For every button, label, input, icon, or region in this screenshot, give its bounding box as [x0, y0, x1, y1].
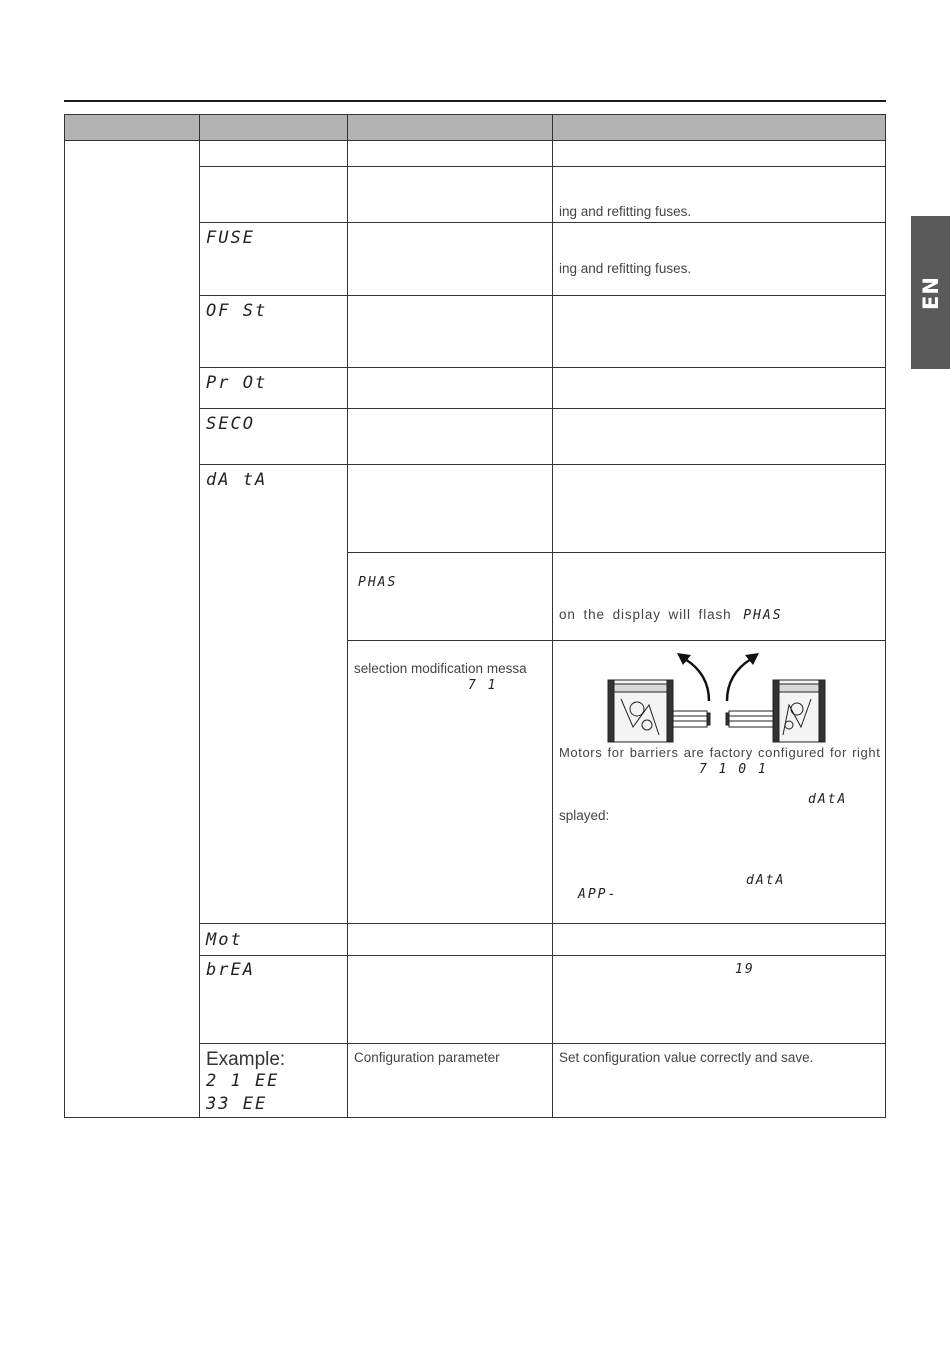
fuse-description: ing and refitting fuses. [559, 261, 692, 276]
table-row-example-solution [552, 1043, 886, 1118]
table-row-brea-solution [552, 955, 886, 1044]
table-row-data-code [199, 464, 348, 924]
arrow-right-head-icon [745, 653, 759, 665]
phas-desc-code: PHAS [743, 608, 783, 623]
left-barrier-cabinet [608, 680, 673, 742]
arrow-left-icon [685, 659, 709, 701]
phas-cause-code: PHAS [358, 575, 398, 590]
table-row-mot-solution [552, 923, 886, 956]
selection-cause-text: selection modification messa [354, 661, 527, 676]
mot-code: Mot [206, 930, 243, 950]
selection-cause-code: 7 1 [468, 678, 498, 693]
category-cell [64, 140, 200, 1118]
header-cell-2 [199, 114, 348, 141]
displayed-text: splayed: [559, 808, 610, 823]
brea-code-19: 19 [735, 962, 755, 977]
data-subrow-1-cause [347, 464, 553, 553]
example-cause: Configuration parameter [354, 1050, 500, 1065]
example-label: Example: [206, 1049, 286, 1070]
fuse-code: FUSE [206, 228, 255, 248]
table-row-seco-code [199, 408, 348, 465]
error-table [64, 114, 886, 1118]
table-row-ofst-solution [552, 295, 886, 368]
table-row-2-code [199, 166, 348, 223]
table-row-example-cause [347, 1043, 553, 1118]
app-code: APP- [578, 887, 618, 902]
ofst-code: OF St [206, 301, 268, 321]
example-code-1: 2 1 EE [206, 1071, 280, 1091]
data-subrow-3-cause [347, 640, 553, 924]
data-code-display-1: dAtA [808, 792, 848, 807]
phas-description [559, 607, 783, 624]
phas-desc-text: on the display will flash [559, 607, 732, 622]
table-row-seco-cause [347, 408, 553, 465]
data-subrow-2-cause [347, 552, 553, 641]
table-row-1-code [199, 140, 348, 167]
right-boom [726, 711, 773, 727]
table-row-ofst-cause [347, 295, 553, 368]
table-row-prot-code [199, 367, 348, 409]
table-row-2-cause [347, 166, 553, 223]
table-row-fuse-cause [347, 222, 553, 296]
arrow-left-head-icon [677, 653, 691, 665]
brea-code: brEA [206, 960, 255, 980]
table-row-2-solution [552, 166, 886, 223]
data-subrow-2-solution [552, 552, 886, 641]
table-row-ofst-code [199, 295, 348, 368]
table-row-example-code [199, 1043, 348, 1118]
top-rule [64, 100, 886, 102]
example-code-2: 33 EE [206, 1094, 268, 1114]
language-tab-label: EN [918, 275, 943, 310]
table-row-prot-cause [347, 367, 553, 409]
header-cell-4 [552, 114, 886, 141]
data-code-display-2: dAtA [746, 873, 786, 888]
table-row-prot-solution [552, 367, 886, 409]
table-row-fuse-code [199, 222, 348, 296]
table-row-seco-solution [552, 408, 886, 465]
data-subrow-3-solution [552, 640, 886, 924]
example-solution: Set configuration value correctly and save. [559, 1050, 814, 1065]
right-barrier-cabinet [773, 680, 825, 742]
language-tab[interactable] [911, 216, 950, 369]
table-row-1-solution [552, 140, 886, 167]
header-cell-3 [347, 114, 553, 141]
table-row-1-cause [347, 140, 553, 167]
seco-code: SECO [206, 414, 255, 434]
data-subrow-1-solution [552, 464, 886, 553]
row-2-description: ing and refitting fuses. [559, 204, 692, 219]
table-row-fuse-solution [552, 222, 886, 296]
table-row-mot-cause [347, 923, 553, 956]
arrow-right-icon [727, 659, 751, 701]
data-code: dA tA [206, 470, 268, 490]
table-row-brea-cause [347, 955, 553, 1044]
motors-config-code: 7 1 0 1 [699, 762, 768, 777]
header-cell-1 [64, 114, 200, 141]
left-boom [673, 711, 710, 727]
prot-code: Pr Ot [206, 373, 268, 393]
barrier-motors-illustration [599, 647, 839, 745]
motors-config-text: Motors for barriers are factory configured for right [559, 745, 881, 760]
table-row-brea-code [199, 955, 348, 1044]
table-row-mot-code [199, 923, 348, 956]
